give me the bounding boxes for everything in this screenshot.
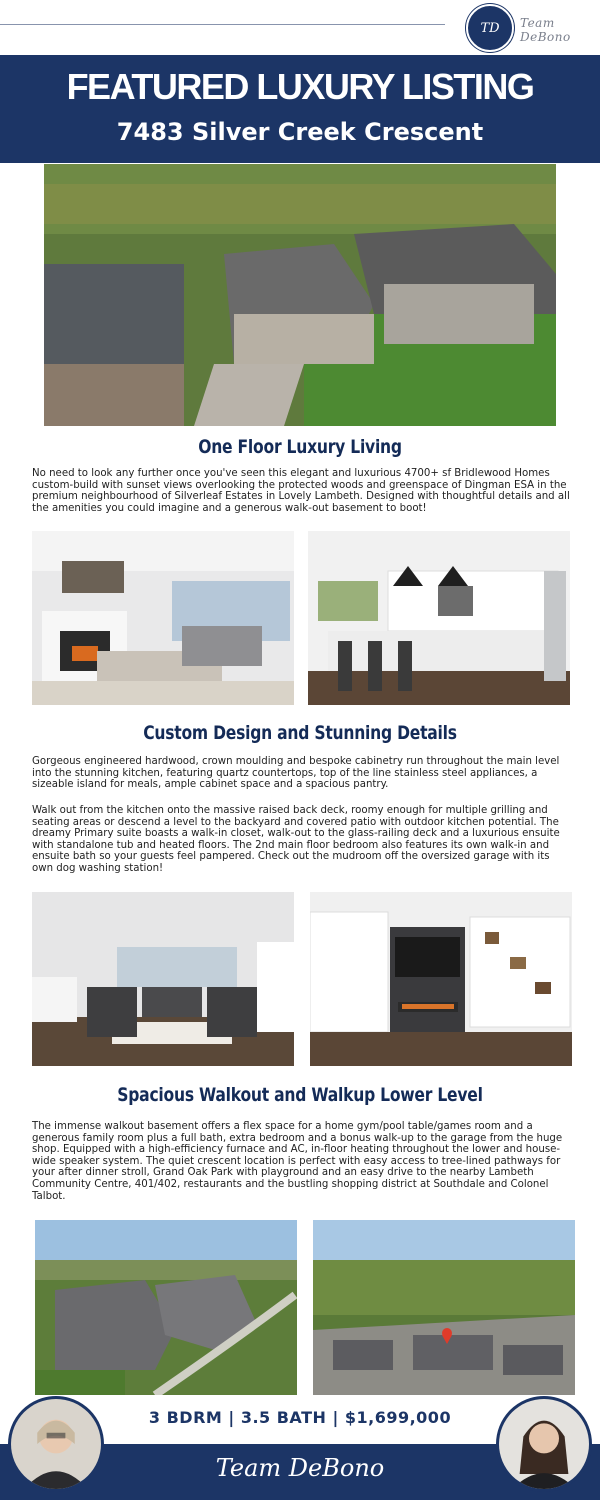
page-title: FEATURED LUXURY LISTING (66, 66, 534, 107)
agent-photo-left (8, 1396, 104, 1492)
section-heading-3: Spacious Walkout and Walkup Lower Level (117, 1084, 483, 1106)
section-3-paragraph: The immense walkout basement offers a flex space for a home gym/pool table/games room and a generous family room plus a full bath, extra bedroom and a bonus walk-up to the garage from the huge shop. Equipped with a high-efficiency furnace and AC, in-floor heating throughout the lower and house-wide speaker system. The quiet crescent location is perfect with easy access to tree-lined pathways for your after dinner stroll, Grand Oak Park with playground and an easy drive to the nearby Lambeth Community Centre, 401/402, restaurants and the bustling shopping district at Southdale and Colonel Talbot. (32, 1121, 563, 1202)
hero-aerial-photo (44, 164, 556, 426)
basement-lounge-photo (32, 892, 294, 1066)
kitchen-photo (308, 531, 570, 705)
logo-initials: TD (480, 20, 500, 36)
section-1-paragraph: No need to look any further once you've seen this elegant and luxurious 4700+ sf Bridlewood Homes custom-build with sunset views overlooking the protected woods and greenspace of Dingman ESA in the premium neighbourhood of Silverleaf Estates in Lovely Lambeth. Designed with thoughtful details and all the amenities you could imagine and a generous walk-out basement to boot! (32, 468, 570, 514)
aerial-neighbourhood-photo (313, 1220, 575, 1395)
listing-address: 7483 Silver Creek Crescent (116, 118, 484, 146)
section-2-paragraph-2: Walk out from the kitchen onto the massive raised back deck, roomy enough for multiple grilling and seating areas or descend a level to the backyard and covered patio with outdoor kitchen potential. The dreamy Primary suite boasts a walk-in closet, walk-out to the glass-railing deck and a luxurious ensuite with standalone tub and heated floors. The 2nd main floor bedroom also features its own walk-in and ensuite bath so your guests feel pampered. Check out the mudroom off the oversized garage with its own dog washing station! (32, 805, 560, 874)
team-logo-script: Team DeBono (520, 16, 571, 44)
footer-team-signature: Team DeBono (215, 1454, 385, 1482)
section-2-paragraph-1: Gorgeous engineered hardwood, crown moulding and bespoke cabinetry run throughout the main level into the stunning kitchen, featuring quartz countertops, top of the line stainless steel appliances, a sizeable island for meals, ample cabinet space and a spacious pantry. (32, 756, 560, 791)
listing-stats: 3 BDRM | 3.5 BATH | $1,699,000 (148, 1408, 452, 1427)
section-heading-2: Custom Design and Stunning Details (143, 722, 457, 744)
header-rule (0, 24, 445, 25)
agent-photo-right (496, 1396, 592, 1492)
section-heading-1: One Floor Luxury Living (198, 436, 402, 458)
aerial-backyard-photo (35, 1220, 297, 1395)
media-wall-photo (310, 892, 572, 1066)
living-room-photo (32, 531, 294, 705)
team-logo-badge[interactable] (466, 4, 514, 52)
